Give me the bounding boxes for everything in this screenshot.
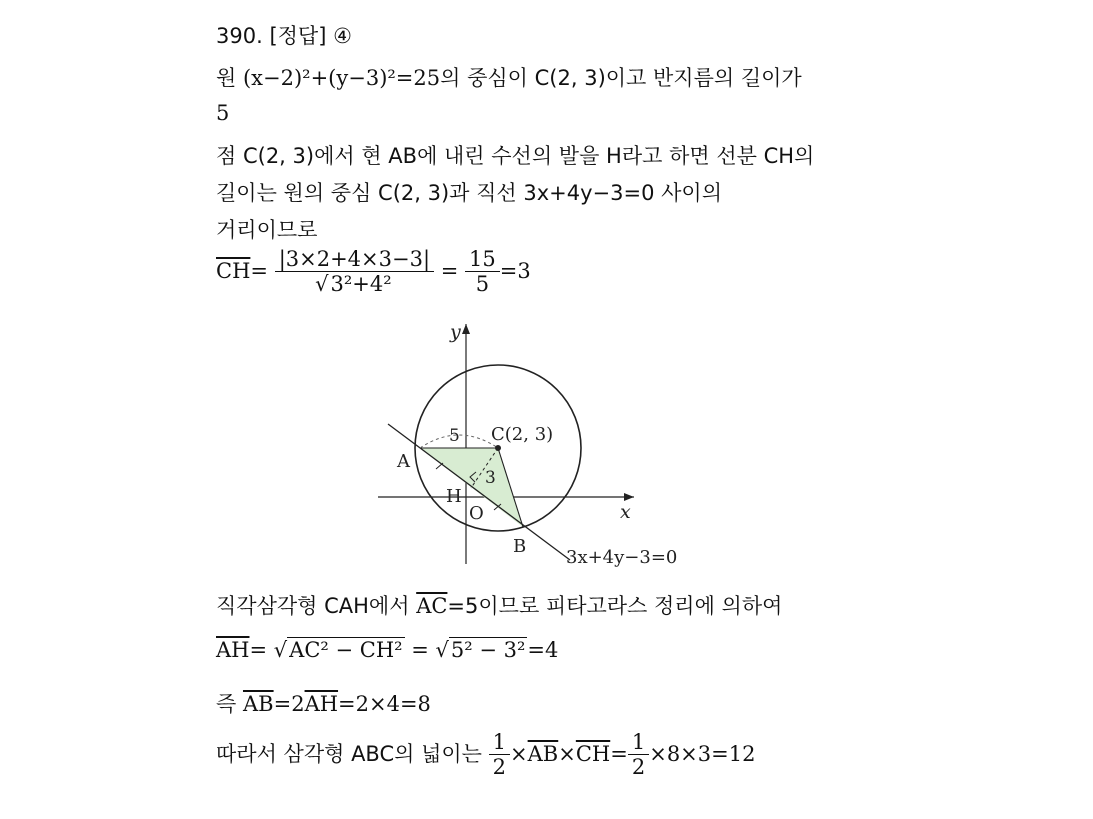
- half-fraction-2: [628, 730, 649, 780]
- line-2: 5: [216, 101, 230, 125]
- ah-segment: $\overline{AH}$: [216, 638, 250, 662]
- ah-segment-2: $\overline{AH}$: [304, 692, 339, 716]
- ac-segment: $\overline{AC}$: [416, 594, 448, 618]
- line-1: [216, 62, 802, 92]
- point-h-label: H: [446, 486, 462, 507]
- answer-tag: [정답] ④: [269, 24, 352, 48]
- ab-result: =2×4=8: [338, 692, 431, 716]
- x-label: x: [620, 501, 631, 523]
- ch-simplified-fraction: [465, 247, 500, 297]
- ch-result: =3: [499, 259, 531, 284]
- ah-radicand-2: 5² − 3²: [450, 638, 526, 662]
- center-point: [495, 445, 501, 451]
- radius-label: 5: [449, 426, 460, 446]
- ab-segment: $\overline{AB}$: [242, 692, 274, 716]
- y-label: y: [450, 321, 461, 343]
- point-c-label: C(2, 3): [491, 424, 554, 445]
- line-3: 점 C(2, 3)에서 현 AB에 내린 수선의 발을 H라고 하면 선분 CH의: [216, 144, 815, 168]
- y-axis-arrow: [462, 324, 470, 334]
- ah-equation: $\overline{AH}= √AC^2 - CH^2 = √5^2 - 3^2=4$: [216, 638, 559, 662]
- line-9: [216, 688, 431, 718]
- circle-word: 원: [216, 66, 237, 90]
- half-numerator-2: 1: [628, 730, 649, 755]
- ch-numerator: |3×2+4×3−3|: [275, 247, 434, 272]
- line-5: 거리이므로: [216, 218, 318, 242]
- half-fraction-1: [489, 730, 510, 780]
- ch-distance-fraction: $\frac{|3\times 2+4\times 3-3|}{\text{√3²+4²}}$: [275, 247, 434, 297]
- ah-result: =4: [527, 638, 559, 662]
- ch-denominator: 3²+4²: [330, 272, 392, 297]
- line-4: 길이는 원의 중심 C(2, 3)과 직선 3x+4y−3=0 사이의: [216, 181, 722, 205]
- circle-diagram: [370, 318, 710, 568]
- ab-eq-mid: =2: [273, 692, 305, 716]
- half-numerator: 1: [489, 730, 510, 755]
- area-text: 따라서 삼각형 ABC의 넓이는: [216, 742, 482, 767]
- ch-equation: $\overline{CH}=$ $\frac{|3\times 2+4\times 3-3|}{\text{√3²+4²}}$ = $\frac{15}{5}$ =3: [216, 247, 531, 297]
- line1-text: 의 중심이 C(2, 3)이고 반지름의 길이가: [440, 66, 802, 90]
- distance-label: 3: [485, 468, 496, 488]
- so-word: 즉: [216, 692, 237, 716]
- ah-radicand-1: AC² − CH²: [289, 638, 403, 662]
- area-result: ×8×3=12: [649, 742, 756, 767]
- fraction-numerator: 15: [465, 247, 500, 272]
- circle-equation: (x−2)²+(y−3)²=25: [242, 66, 441, 90]
- ab-segment-2: $\overline{AB}$: [527, 742, 559, 767]
- line-equation-label: 3x+4y−3=0: [566, 547, 678, 568]
- origin-label: O: [469, 503, 484, 524]
- tick-mark-ah: [436, 463, 443, 469]
- point-b-label: B: [513, 536, 527, 557]
- half-denominator-2: 2: [631, 755, 646, 780]
- ch-segment-2: $\overline{CH}$: [575, 742, 611, 767]
- pythagoras-text: =5이므로 피타고라스 정리에 의하여: [447, 594, 783, 618]
- ch-segment: $\overline{CH}$: [216, 259, 251, 284]
- half-denominator: 2: [492, 755, 507, 780]
- problem-header: [216, 20, 352, 50]
- line-7: [216, 590, 782, 620]
- fraction-denominator: 5: [475, 272, 490, 297]
- x-axis-arrow: [624, 493, 634, 501]
- point-a-label: A: [397, 451, 410, 472]
- problem-number: 390.: [216, 24, 263, 48]
- triangle-cah-text: 직각삼각형 CAH에서: [216, 594, 410, 618]
- line-10: 따라서 삼각형 ABC의 넓이는 $\frac{1}{2}$ $\times\overline{AB}\times\overline{CH}=$ $\frac{1}{2}$ ×8×3=12: [216, 730, 756, 780]
